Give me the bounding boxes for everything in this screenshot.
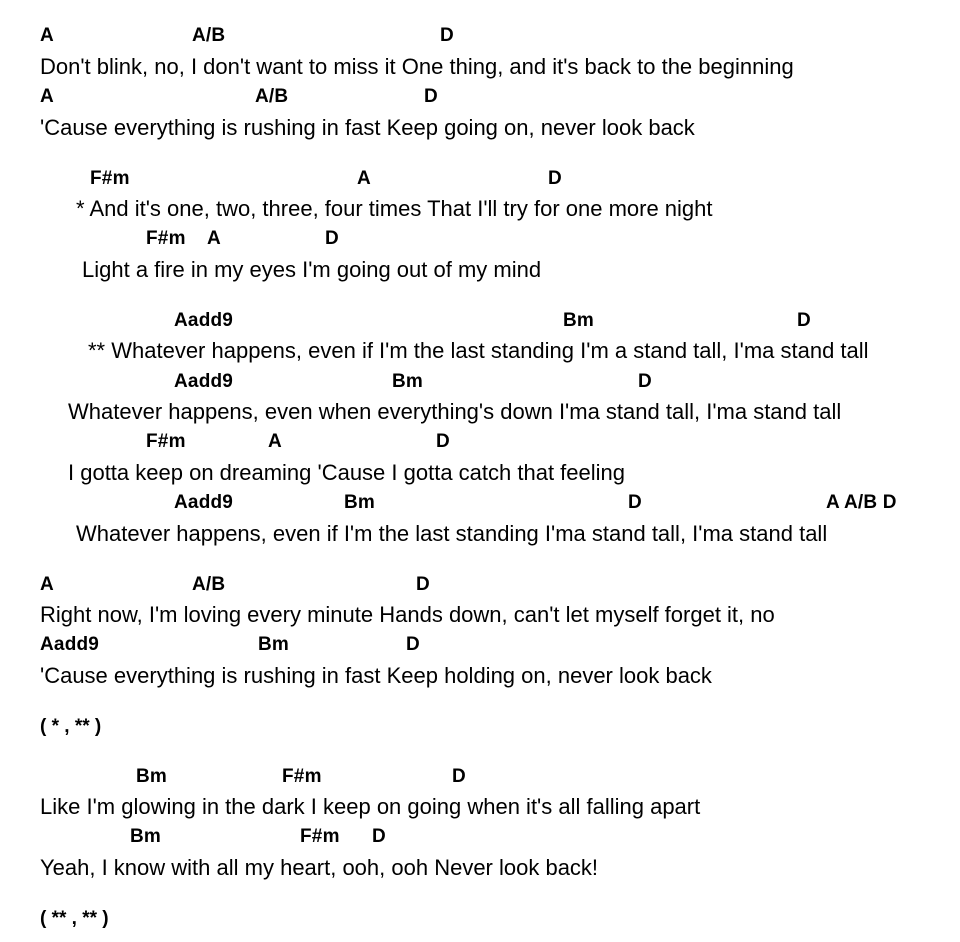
chord: F#m bbox=[146, 431, 186, 452]
chord: D bbox=[325, 228, 339, 249]
lyric-line: I gotta keep on dreaming 'Cause I gotta catch that feeling bbox=[68, 460, 626, 485]
lyric-line: * And it's one, two, three, four times That I'll try for one more night bbox=[76, 196, 713, 221]
chord: A/B bbox=[192, 25, 226, 46]
chord: A bbox=[40, 25, 54, 46]
chord: Bm bbox=[392, 371, 424, 392]
lyric-line: Don't blink, no, I don't want to miss it One thing, and it's back to the beginning bbox=[40, 54, 794, 79]
lyric-line: 'Cause everything is rushing in fast Keep going on, never look back bbox=[40, 115, 695, 140]
chord: Bm bbox=[136, 766, 168, 787]
chord: D bbox=[406, 634, 420, 655]
chord: A bbox=[207, 228, 221, 249]
lyric-line: Light a fire in my eyes I'm going out of my mind bbox=[82, 257, 542, 282]
chord: D bbox=[548, 168, 562, 189]
chord: A/B bbox=[192, 574, 226, 595]
chord: D bbox=[424, 86, 438, 107]
chord: D bbox=[440, 25, 454, 46]
chord: D bbox=[638, 371, 652, 392]
chord: F#m bbox=[90, 168, 130, 189]
lyric-line: ** Whatever happens, even if I'm the last standing I'm a stand tall, I'ma stand tall bbox=[88, 338, 869, 363]
chord: Aadd9 bbox=[174, 310, 234, 331]
chord: Aadd9 bbox=[174, 371, 234, 392]
chord: F#m bbox=[282, 766, 322, 787]
chord: F#m bbox=[146, 228, 186, 249]
chord: Bm bbox=[563, 310, 595, 331]
chord: F#m bbox=[300, 826, 340, 847]
lyric-line: 'Cause everything is rushing in fast Keep holding on, never look back bbox=[40, 663, 712, 688]
repeat-marker: ( ** , ** ) bbox=[40, 908, 109, 929]
lyric-line: Like I'm glowing in the dark I keep on going when it's all falling apart bbox=[40, 794, 701, 819]
repeat-marker: ( * , ** ) bbox=[40, 716, 102, 737]
chord: Bm bbox=[344, 492, 376, 513]
chord: Aadd9 bbox=[40, 634, 100, 655]
chord: D bbox=[797, 310, 811, 331]
chord: A A/B D bbox=[826, 492, 897, 513]
chord: A bbox=[357, 168, 371, 189]
lyric-line: Yeah, I know with all my heart, ooh, ooh Never look back! bbox=[40, 855, 599, 880]
lyric-line: Whatever happens, even when everything's down I'ma stand tall, I'ma stand tall bbox=[68, 399, 842, 424]
chord: Bm bbox=[258, 634, 290, 655]
chord: A bbox=[40, 86, 54, 107]
chord: D bbox=[372, 826, 386, 847]
chord: Bm bbox=[130, 826, 162, 847]
chord: A bbox=[268, 431, 282, 452]
chord: A/B bbox=[255, 86, 289, 107]
lyric-line: Right now, I'm loving every minute Hands down, can't let myself forget it, no bbox=[40, 602, 775, 627]
chord: D bbox=[416, 574, 430, 595]
chord: Aadd9 bbox=[174, 492, 234, 513]
chord: D bbox=[436, 431, 450, 452]
lyric-line: Whatever happens, even if I'm the last standing I'ma stand tall, I'ma stand tall bbox=[76, 521, 828, 546]
chord: D bbox=[452, 766, 466, 787]
chord: A bbox=[40, 574, 54, 595]
chord: D bbox=[628, 492, 642, 513]
